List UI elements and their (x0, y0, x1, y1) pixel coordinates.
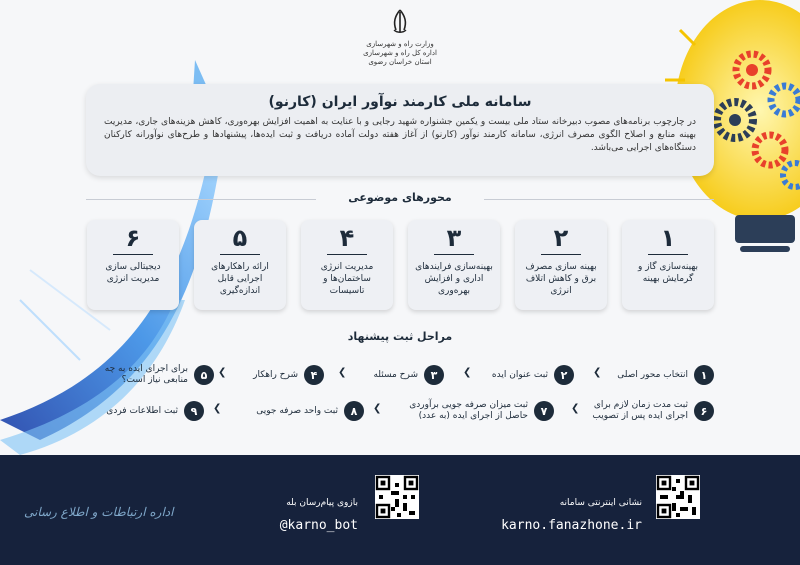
website-url[interactable]: karno.fanazhone.ir (501, 518, 642, 533)
step-number-badge: ۱ (694, 365, 714, 385)
step-number-badge: ۵ (194, 365, 214, 385)
topic-card (301, 220, 393, 310)
chevron-left-icon: ❮ (338, 367, 347, 378)
step-label: ثبت اطلاعات فردی (106, 405, 178, 416)
bot-qr-code-icon[interactable] (375, 475, 419, 519)
topic-card (408, 220, 500, 310)
step-number-badge: ۳ (424, 365, 444, 385)
website-label: نشانی اینترنتی سامانه (559, 498, 642, 508)
topic-card (622, 220, 714, 310)
chevron-left-icon: ❮ (373, 403, 382, 414)
topic-number: ۱ (660, 224, 676, 252)
page-title: سامانه ملی کارمند نوآور ایران (کارنو) (268, 94, 532, 110)
topic-card (515, 220, 607, 310)
topic-text: مدیریت انرژی ساختمان‌ها و تاسیسات (320, 262, 374, 296)
province-name: استان خراسان رضوی (368, 58, 432, 66)
topic-text: دیجیتالی سازی مدیریت انرژی (105, 262, 161, 284)
chevron-left-icon: ❮ (213, 403, 222, 414)
topic-card (194, 220, 286, 310)
step-item (94, 398, 204, 424)
public-relations-logo: اداره ارتباطات و اطلاع رسانی (24, 505, 174, 519)
topic-number: ۳ (446, 224, 462, 252)
step-label: برای اجرای ایده به چه منابعی نیاز است؟ (104, 364, 188, 385)
bot-label: بازوی پیام‌رسان بله (286, 498, 358, 508)
topic-card (87, 220, 179, 310)
iran-emblem-icon (389, 8, 411, 34)
divider (86, 199, 316, 200)
step-item (344, 362, 444, 388)
office-name: اداره کل راه و شهرسازی (363, 49, 437, 57)
step-label: ثبت عنوان ایده (491, 369, 548, 380)
step-item (584, 398, 714, 424)
step-number-badge: ۴ (304, 365, 324, 385)
topics-title: محورهای موضوعی (348, 191, 452, 204)
step-number-badge: ۷ (534, 401, 554, 421)
step-item (604, 362, 714, 388)
step-label: انتخاب محور اصلی (617, 369, 688, 380)
step-number-badge: ۹ (184, 401, 204, 421)
intro-panel (86, 84, 714, 176)
step-item (404, 398, 554, 424)
ministry-header (350, 8, 450, 74)
topic-text: ارائه راهکارهای اجرایی قابل اندازه‌گیری (211, 262, 269, 296)
intro-text: در چارچوب برنامه‌های مصوب دبیرخانه ستاد ملی بیست و یکمین جشنواره شهید رجایی و با عنایت به اهمیت افزایش بهره‌وری، کاهش هزینه‌های جاری، مدیریت بهینه منابع و اصلاح الگوی مصرف انرژی، سامانه کارمند نوآور (کارنو) از آغاز هفته دولت آماده دریافت و ثبت ایده‌ها، پیشنهادها و طرح‌های نوآورانه کارکنان دستگاه‌های اجرایی می‌باشد. (104, 117, 696, 153)
topic-text: بهینه سازی مصرف برق و کاهش اتلاف انرژی (525, 262, 597, 296)
topic-number: ۴ (339, 224, 355, 252)
step-item (94, 362, 214, 388)
step-label: ثبت مدت زمان لازم برای اجرای ایده پس از تصویب (592, 400, 688, 421)
topic-number: ۲ (553, 224, 569, 252)
step-label: ثبت واحد صرفه جویی (256, 405, 338, 416)
step-item (234, 362, 324, 388)
chevron-left-icon: ❮ (571, 403, 580, 414)
ministry-name: وزارت راه و شهرسازی (366, 40, 434, 48)
divider (484, 199, 714, 200)
topic-number: ۵ (232, 224, 248, 252)
chevron-left-icon: ❮ (593, 367, 602, 378)
topic-number: ۶ (125, 224, 141, 252)
website-qr-code-icon[interactable] (656, 475, 700, 519)
step-item (224, 398, 364, 424)
topic-text: بهینه‌سازی فرایندهای اداری و افزایش بهره‌وری (415, 262, 493, 296)
bot-handle[interactable]: @karno_bot (279, 518, 358, 533)
step-number-badge: ۶ (694, 401, 714, 421)
step-number-badge: ۲ (554, 365, 574, 385)
step-label: شرح راهکار (253, 369, 298, 380)
topics-grid (86, 220, 714, 310)
steps-title: مراحل ثبت پیشنهاد (347, 330, 453, 343)
topic-text: بهینه‌سازی گاز و گرمایش بهینه (637, 262, 699, 284)
step-label: ثبت میزان صرفه جویی برآوردی حاصل از اجرای ایده (به عدد) (409, 400, 528, 421)
chevron-left-icon: ❮ (218, 367, 227, 378)
step-item (464, 362, 574, 388)
chevron-left-icon: ❮ (463, 367, 472, 378)
step-number-badge: ۸ (344, 401, 364, 421)
step-label: شرح مسئله (373, 369, 418, 380)
